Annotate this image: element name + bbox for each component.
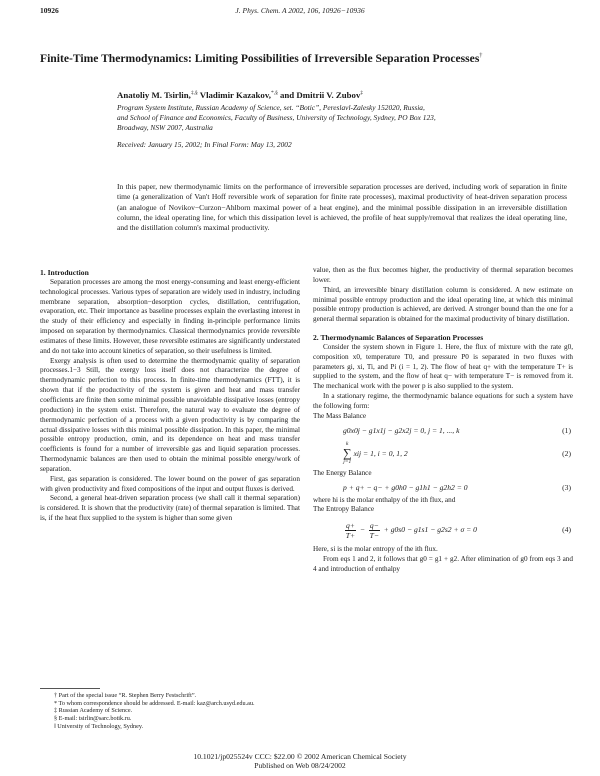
author-3: and Dmitrii V. Zubov bbox=[280, 90, 361, 100]
footnote: ‡ Russian Academy of Science. bbox=[54, 707, 133, 715]
fraction: $\frac{q+}{T+}$ bbox=[345, 520, 356, 540]
equation-number: (2) bbox=[562, 448, 571, 458]
paragraph: value, then as the flux becomes higher, the productivity of thermal separation becomes lower. bbox=[313, 266, 573, 284]
paragraph: Consider the system shown in Figure 1. Here, the flux of mixture with the rate g0, composition x0, temperature T0, and pressure P0 is separated in two fluxes with parameters gi, xi, Ti, and Pi (i = 1, 2). The flow of heat q+ with the temperature T+ is supplied to the system, and the flow of heat q− with temperature T− is removed from it. The mechanical work with the power p is also supplied to the system. bbox=[313, 342, 573, 391]
footnotes bbox=[40, 688, 300, 731]
title-text: Finite-Time Thermodynamics: Limiting Possibilities of Irreversible Separation Processes bbox=[40, 52, 480, 65]
paragraph: Separation processes are among the most energy-consuming and least energy-efficient technological processes. Various types of separation are widely used in industry, including membrane separation, absorption−desorption cycles, distillation, centrifugation, evaporation, etc. Their importance as baseline processes explain the everlasting interest in the study of their efficiency and especially in finding in-principle performance limits imposed on separation by thermodynamics. Classical thermodynamics provide reversible estimates of these limits. However, these reversible estimates are significantly understated and do not take into account kinetics of separation, so their usefulness is limited. bbox=[40, 277, 300, 355]
page-number: 10926 bbox=[40, 6, 59, 15]
paragraph: Third, an irreversible binary distillation column is considered. A new estimate on minimal possible entropy production and the ideal operating line, at which this minimal possible entropy production is achieved, are derived. A stronger bound than the one for a general thermal separation is obtained for the maximal productivity of binary distillation. bbox=[313, 285, 573, 324]
footnote: * To whom correspondence should be addressed. E-mail: kaz@arch.usyd.edu.au. bbox=[54, 699, 255, 707]
abstract: In this paper, new thermodynamic limits on the performance of irreversible separation processes are derived, including work of separation in finite time (a generalization of Van't Hoff reversible work of separation for finite rate processes), maximal productivity of heat-driven separation process (an analogue of Novikov−Curzon−Ahlborn maximal power of a heat engine), and the minimal possible dissipation in an irreversible distillation column, the ideal operating line, for which this dissipation level is achieved, the profile of heat supply/removal that realizes the ideal operating line, and the distillation column's maximal productivity. bbox=[117, 182, 567, 233]
title-footnote-mark: † bbox=[479, 53, 483, 60]
paragraph: Second, a general heat-driven separation process (we shall call it thermal separation) is considered. It is shown that the productivity (rate) of thermal separation is limited. That is, if the heat flux supplied to the system is higher than some given bbox=[40, 494, 300, 523]
paragraph: where hi is the molar enthalpy of the ith flux, and bbox=[313, 495, 456, 504]
section-heading-introduction: 1. Introduction bbox=[40, 268, 89, 277]
left-column bbox=[40, 268, 300, 524]
paragraph: Exergy analysis is often used to determine the thermodynamic quality of separation processes.1−3 Still, the exergy loss itself does not characterize the degree of thermodynamic perfection to this process. In finite-time thermodynamics (FTT), it is shown that if the productivity of the system is given and heat and mass transfer coefficients are finite then some minimal possible unavoidable dissipative losses (entropy production) in the system exist. Therefore, the natural way to evaluate the degree of thermodynamic perfection of a process with a given productivity is by comparing the actual dissipative losses with this minimal possible dissipation. In this paper, the minimal possible entropy production, σmin, and its dependence on heat and mass transfer coefficients is found for a number of irreversible gas and liquid separation processes. Thermodynamic balances are then used to obtain the minimal possible energy/work of separation. bbox=[40, 356, 300, 473]
equation-4: $\frac{q+}{T+}$ − $\frac{q-}{T-}$ + g0s0 − g1s1 − g2s2 + σ = 0 (4) bbox=[313, 515, 573, 545]
page-footer bbox=[40, 752, 560, 770]
equation-1: g0x0j − g1x1j − g2x2j = 0, j = 1, ..., k (1) bbox=[313, 422, 573, 439]
energy-balance-label: The Energy Balance bbox=[313, 468, 372, 477]
author-2: Vladimir Kazakov, bbox=[199, 90, 271, 100]
author-1: Anatoliy M. Tsirlin, bbox=[117, 90, 191, 100]
equation-number: (1) bbox=[562, 425, 571, 435]
equation-2: k ∑ j=1 xij = 1, i = 0, 1, 2 (2) bbox=[313, 439, 573, 469]
footnote: § E-mail: tsirlin@sarc.botik.ru. bbox=[54, 715, 132, 723]
received-dates: Received: January 15, 2002; In Final Form: May 13, 2002 bbox=[117, 140, 292, 149]
section-heading-balances: 2. Thermodynamic Balances of Separation Processes bbox=[313, 333, 484, 343]
equation-3: p + q+ − q− + g0h0 − g1h1 − g2h2 = 0 (3) bbox=[313, 479, 573, 496]
affiliations: Program System Institute, Russian Academy of Science, set. “Botic”, Pereslavl-Zalesky 152020, Russia, and School of Finance and Economics, Faculty of Business, University of Technology, Sydney, PO Box 123, Broadway, NSW 2007, Australia bbox=[117, 103, 436, 133]
fraction: $\frac{q-}{T-}$ bbox=[369, 520, 379, 540]
author-list: Anatoliy M. Tsirlin,‡,§ Vladimir Kazakov,*,§ and Dmitrii V. Zubov‡ bbox=[117, 90, 364, 100]
article-title bbox=[40, 52, 560, 65]
entropy-balance-label: The Entropy Balance bbox=[313, 505, 375, 514]
footnote: † Part of the special issue “R. Stephen Berry Festschrift”. bbox=[54, 692, 197, 699]
paragraph: In a stationary regime, the thermodynamic balance equations for such a system have the following form: bbox=[313, 392, 573, 410]
equation-number: (3) bbox=[562, 482, 571, 492]
journal-citation: J. Phys. Chem. A 2002, 106, 10926−10936 bbox=[235, 6, 365, 15]
doi-line: 10.1021/jp025524v CCC: $22.00 © 2002 American Chemical Society bbox=[193, 752, 407, 761]
footnote: ‖ University of Technology, Sydney. bbox=[54, 722, 144, 730]
paragraph: Here, si is the molar entropy of the ith flux. bbox=[313, 545, 438, 554]
footnote-rule bbox=[40, 688, 100, 689]
summation-symbol: k ∑ j=1 bbox=[343, 441, 352, 466]
running-header bbox=[40, 6, 560, 18]
paragraph: From eqs 1 and 2, it follows that g0 = g1 + g2. After elimination of g0 from eqs 3 and 4 and introduction of enthalpy bbox=[313, 555, 573, 573]
right-column bbox=[313, 266, 573, 575]
equation-number: (4) bbox=[562, 525, 571, 535]
paragraph: First, gas separation is considered. The lower bound on the power of gas separation with given productivity and fixed compositions of the input and output fluxes is derived. bbox=[40, 474, 300, 493]
publication-date: Published on Web 08/24/2002 bbox=[254, 761, 346, 770]
mass-balance-label: The Mass Balance bbox=[313, 411, 367, 420]
